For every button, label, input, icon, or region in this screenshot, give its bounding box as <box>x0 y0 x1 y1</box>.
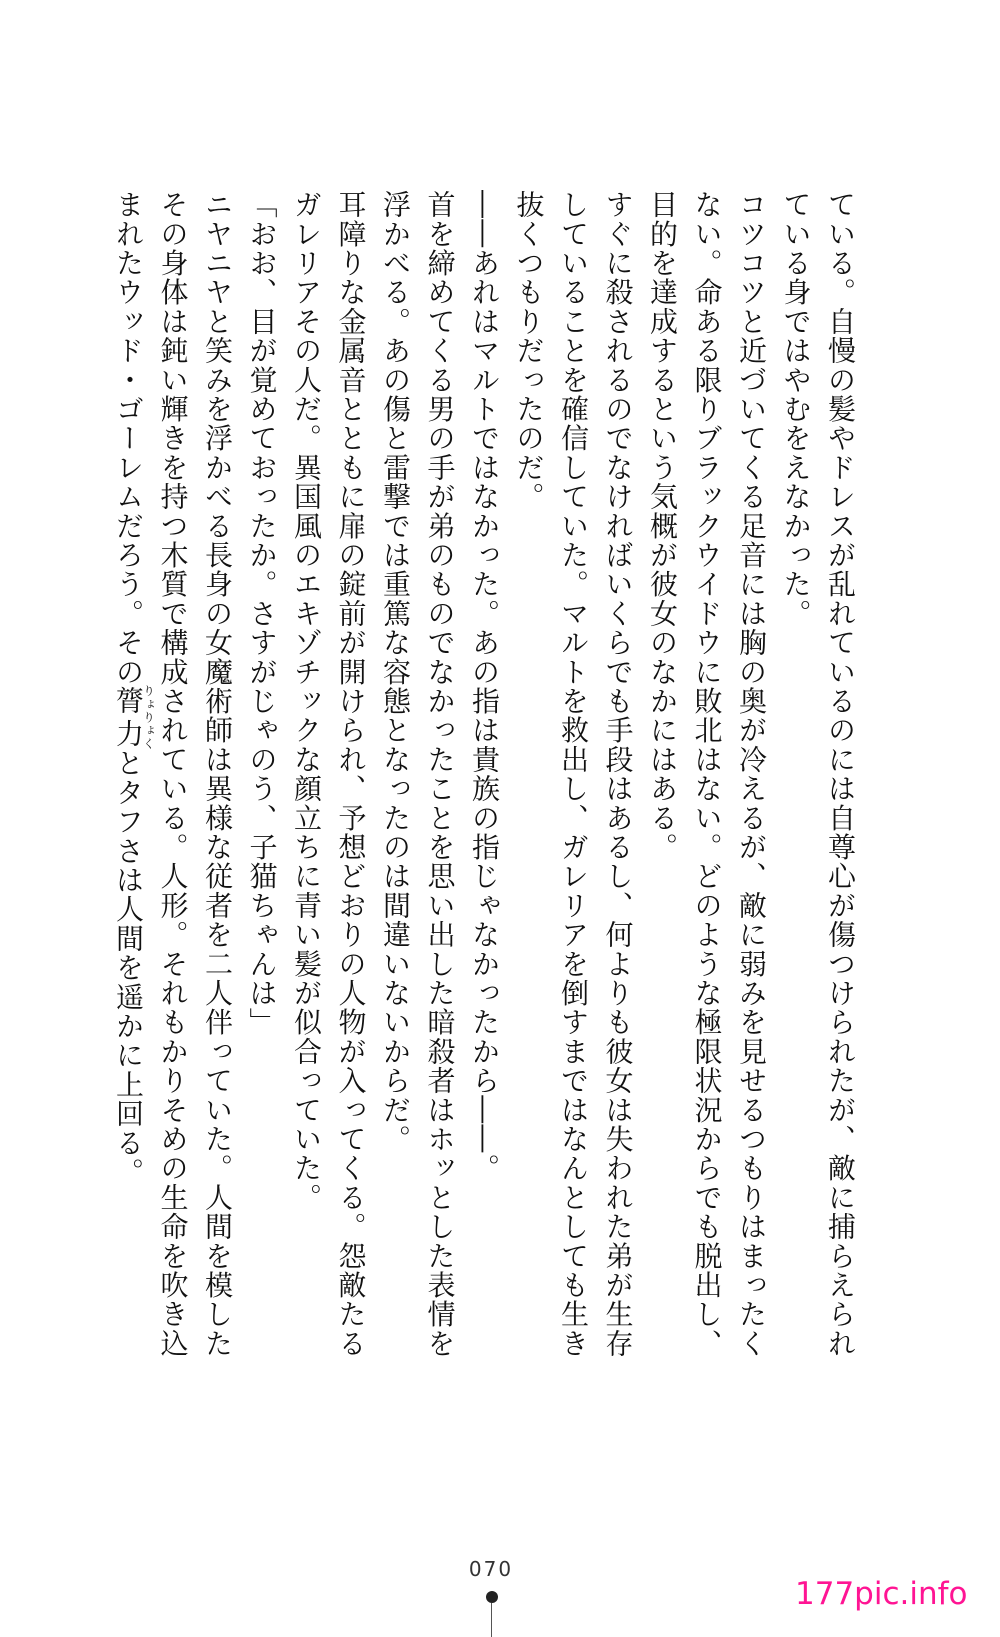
page-marker-dot <box>486 1591 498 1603</box>
body-text <box>112 190 862 1370</box>
paragraph-4: ――あれはマルトではなかった。あの指は貴族の指じゃなかったから――。 <box>468 190 501 1183</box>
paragraph-7: 「おお、目が覚めておったか。さすがじゃのう、子猫ちゃんは」 <box>245 190 279 1037</box>
paragraph-6: 耳障りな金属音とともに扉の錠前が開けられ、予想どおりの人物が入ってくる。怨敵たるガレリアその人だ。異国風のエキゾチックな顔立ちに青い髪が似合っていた。 <box>290 190 368 1358</box>
page-marker-rule <box>491 1603 492 1637</box>
paragraph-5: 首を締めてくる男の手が弟のものでなかったことを思い出した暗殺者はホッとした表情を浮かべる。あの傷と雷撃では重篤な容態となったのは間違いないからだ。 <box>379 190 457 1358</box>
paragraph-8-text: ニヤニヤと笑みを浮かべる長身の女魔術師は異様な従者を二人伴っていた。人間を模したその身体は鈍い輝きを持つ木質で構成されている。人形。それもかりそめの生命を吹き込まれたウッド・ゴーレムだろう。その膂力りょりょくとタフさは人間を遥かに上回る。 <box>112 190 234 1358</box>
paragraph-2: コツコツと近づいてくる足音には胸の奥が冷えるが、敵に弱みを見せるつもりはまったくない。命ある限りブラックウイドウに敗北はない。どのような極限状況からでも脱出し、目的を達成するという気概が彼女のなかにはある。 <box>646 190 768 1358</box>
page-number: 070 <box>468 1557 514 1581</box>
watermark: 177pic.info <box>795 1576 968 1612</box>
paragraph-3: すぐに殺されるのでなければいくらでも手段はあるし、何よりも彼女は失われた弟が生存していることを確信していた。マルトを救出し、ガレリアを倒すまではなんとしても生き抜くつもりだったのだ。 <box>512 190 635 1358</box>
paragraph-8 <box>106 190 240 1370</box>
ruby-reading: りょりょく <box>141 684 156 751</box>
ruby-word: 膂力りょりょく <box>112 684 156 751</box>
paragraph-1: ている。自慢の髪やドレスが乱れているのには自尊心が傷つけられたが、敵に捕らえられている身ではやむをえなかった。 <box>779 190 857 1358</box>
